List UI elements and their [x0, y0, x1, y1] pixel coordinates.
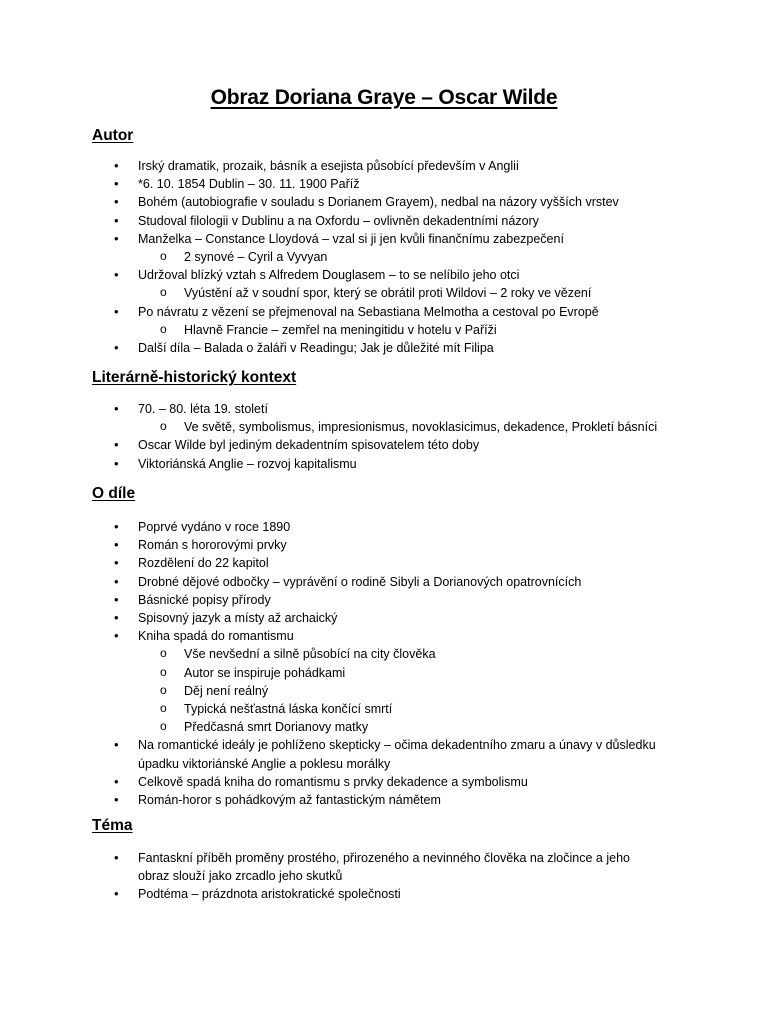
section-dilo: [92, 484, 712, 809]
list-item: [92, 175, 712, 193]
list-item-text: Román s hororovými prvky: [138, 538, 287, 553]
list-item-text: Drobné dějové odbočky – vyprávění o rodině Sibyli a Dorianových opatrovnících: [138, 574, 582, 589]
list-item-text: Irský dramatik, prozaik, básník a esejista působící především v Anglii: [138, 159, 519, 173]
list-item-text: Román-horor s pohádkovým až fantastickým námětem: [138, 793, 441, 808]
list-item: [92, 303, 712, 339]
sublist-item-text: 2 synové – Cyril a Vyvyan: [184, 250, 328, 265]
list-item-text: *6. 10. 1854 Dublin – 30. 11. 1900 Paříž: [138, 177, 360, 192]
sublist-item: [138, 700, 712, 718]
list-item: [92, 573, 712, 591]
list-item-text: Na romantické ideály je pohlíženo skepticky – očima dekadentního zmaru a únavy v důsledku úpadku viktoriánské Anglie a poklesu morálky: [138, 738, 656, 771]
sublist-item-text: Vše nevšední a silně působící na city člověka: [184, 647, 436, 662]
section-heading-dilo: O díle: [92, 485, 136, 502]
sublist: [138, 418, 712, 436]
list-item-text: Další díla – Balada o žaláři v Readingu; Jak je důležité mít Filipa: [138, 341, 494, 356]
list-item-text: Po návratu z vězení se přejmenoval na Sebastiana Melmotha a cestoval po Evropě: [138, 304, 599, 319]
sublist-item: [138, 248, 712, 266]
list-item-text: Oscar Wilde byl jediným dekadentním spisovatelem této doby: [138, 438, 480, 453]
list-item-text: Viktoriánská Anglie – rozvoj kapitalismu: [138, 456, 357, 471]
sublist-item: [138, 284, 712, 302]
sublist-item-text: Ve světě, symbolismus, impresionismus, novoklasicimus, dekadence, Prokletí básníci: [184, 420, 658, 435]
section-heading-kontext: Literárně-historický kontext: [92, 369, 297, 386]
list-item-text: Fantaskní příběh proměny prostého, přirozeného a nevinného člověka na zločince a jeho obraz slouží jako zrcadlo jeho skutků: [138, 851, 630, 884]
list-item-text: Studoval filologii v Dublinu a na Oxfordu – ovlivněn dekadentními názory: [138, 213, 539, 228]
list-item-text: Básnické popisy přírody: [138, 592, 271, 607]
sublist-item-text: Předčasná smrt Dorianovy matky: [184, 720, 369, 735]
list-item-text: 70. – 80. léta 19. století: [138, 402, 268, 416]
list-item: [92, 554, 712, 572]
autor-list: [92, 157, 712, 357]
list-item-text: Bohém (autobiografie v souladu s Dorianem Grayem), nedbal na názory vyšších vrstev: [138, 195, 619, 210]
list-item: [92, 339, 712, 357]
sublist-item-text: Děj není reálný: [184, 683, 269, 698]
list-item: [92, 885, 712, 903]
section-autor: [92, 126, 712, 357]
sublist-item-text: Autor se inspiruje pohádkami: [184, 665, 346, 680]
list-item-text: Kniha spadá do romantismu: [138, 629, 294, 644]
list-item: [92, 536, 712, 554]
list-item: [92, 609, 712, 627]
list-item-text: Rozdělení do 22 kapitol: [138, 556, 269, 571]
list-item: [92, 518, 712, 536]
sublist-item: [138, 418, 712, 436]
sublist: [138, 321, 712, 339]
list-item: [92, 400, 712, 436]
section-heading-tema: Téma: [92, 817, 133, 834]
sublist-item: [138, 645, 712, 663]
list-item-text: Poprvé vydáno v roce 1890: [138, 520, 291, 534]
kontext-list: [92, 400, 712, 473]
dilo-list: [92, 518, 712, 809]
list-item-text: Podtéma – prázdnota aristokratické společnosti: [138, 887, 401, 902]
sublist-item: [138, 321, 712, 339]
sublist-item-text: Hlavně Francie – zemřel na meningitidu v hotelu v Paříži: [184, 322, 497, 337]
list-item: [92, 849, 712, 885]
section-tema: [92, 816, 712, 904]
list-item-text: Manželka – Constance Lloydová – vzal si ji jen kvůli finančnímu zabezpečení: [138, 231, 564, 246]
list-item-text: Spisovný jazyk a místy až archaický: [138, 611, 338, 626]
list-item: [92, 627, 712, 736]
list-item: [92, 455, 712, 473]
sublist-item-text: Vyústění až v soudní spor, který se obrátil proti Wildovi – 2 roky ve vězení: [184, 286, 592, 301]
list-item: [92, 212, 712, 230]
sublist-item: [138, 664, 712, 682]
tema-list: [92, 849, 712, 904]
sublist-item-text: Typická nešťastná láska končící smrtí: [184, 702, 393, 717]
sublist-item: [138, 718, 712, 736]
list-item: [92, 773, 712, 791]
section-kontext: [92, 368, 712, 473]
list-item: [92, 591, 712, 609]
list-item: [92, 230, 712, 266]
sublist: [138, 284, 712, 302]
document-title: Obraz Doriana Graye – Oscar Wilde: [210, 86, 558, 109]
list-item: [92, 791, 712, 809]
sublist-item: [138, 682, 712, 700]
list-item-text: Celkově spadá kniha do romantismu s prvky dekadence a symbolismu: [138, 774, 528, 789]
list-item: [92, 736, 712, 772]
sublist: [138, 645, 712, 736]
list-item: [92, 266, 712, 302]
list-item: [92, 157, 712, 175]
sublist: [138, 248, 712, 266]
list-item: [92, 436, 712, 454]
list-item-text: Udržoval blízký vztah s Alfredem Douglasem – to se nelíbilo jeho otci: [138, 268, 520, 283]
list-item: [92, 193, 712, 211]
section-heading-autor: Autor: [92, 127, 134, 144]
